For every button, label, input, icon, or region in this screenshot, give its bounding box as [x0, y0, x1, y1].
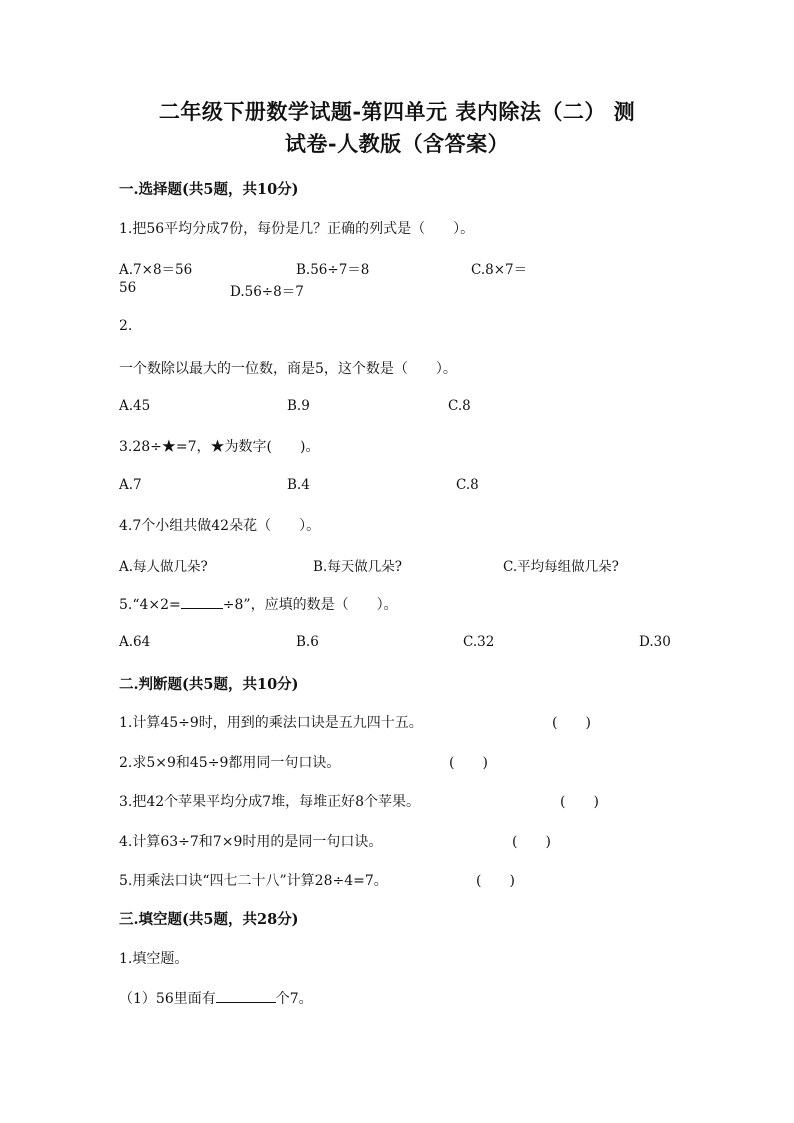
question-5-option-d: D.30: [639, 634, 671, 650]
question-1-option-b: B.56÷7＝8: [296, 262, 370, 278]
section-heading-choice: 一.选择题(共5题，共10分): [119, 181, 299, 198]
judgment-item-2-text: 2.求5×9和45÷9都用同一句口诀。: [119, 755, 341, 771]
question-1-option-a: A.7×8＝56: [119, 262, 193, 278]
fill-question-1-sub-1-after: 个7。: [275, 991, 313, 1007]
question-2-option-a: A.45: [119, 398, 151, 414]
judgment-item-4-text: 4.计算63÷7和7×9时用的是同一句口诀。: [119, 834, 383, 850]
judgment-item-2-answer-paren[interactable]: ( ): [449, 755, 488, 771]
question-4-option-b: B.每天做几朵?: [313, 559, 402, 575]
question-1-option-c: C.8×7＝: [471, 262, 528, 278]
question-3-stem: 3.28÷★=7，★为数字( )。: [119, 439, 320, 455]
question-1-stem: 1.把56平均分成7份，每份是几？正确的列式是（ ）。: [119, 221, 475, 237]
judgment-item-4-answer-paren[interactable]: ( ): [512, 834, 551, 850]
exam-title-line2: 试卷-人教版（含答案）: [284, 131, 510, 156]
question-1-option-d: D.56÷8＝7: [230, 284, 304, 300]
question-1-option-c-continued: 56: [119, 280, 137, 296]
fill-question-1-sub-1: [119, 988, 313, 1008]
question-5-option-b: B.6: [296, 634, 319, 650]
section-heading-fill-in: 三.填空题(共5题，共28分): [119, 911, 299, 928]
question-3-option-a: A.7: [119, 477, 142, 493]
question-3-option-c: C.8: [456, 477, 479, 493]
judgment-item-5-text: 5.用乘法口诀“四七二十八”计算28÷4=7。: [119, 873, 388, 889]
question-4-option-a: A.每人做几朵?: [119, 559, 208, 575]
fill-question-1-sub-1-before: （1）56里面有: [119, 991, 216, 1007]
question-4-option-c: C.平均每组做几朵?: [503, 559, 619, 575]
question-5-option-c: C.32: [463, 634, 495, 650]
exam-title-line1: 二年级下册数学试题-第四单元 表内除法（二） 测: [158, 99, 636, 124]
question-3-option-b: B.4: [287, 477, 310, 493]
question-2-option-b: B.9: [287, 398, 310, 414]
fill-question-1-sub-1-blank[interactable]: [216, 988, 276, 1003]
judgment-item-1-answer-paren[interactable]: ( ): [552, 715, 591, 731]
question-2-number: 2.: [119, 318, 133, 334]
question-5-stem: [119, 594, 398, 614]
judgment-item-3-text: 3.把42个苹果平均分成7堆，每堆正好8个苹果。: [119, 794, 420, 810]
fill-question-1-stem: 1.填空题。: [119, 951, 189, 967]
question-5-stem-after: ÷8”，应填的数是（ ）。: [222, 597, 398, 613]
question-5-stem-before: 5.“4×2=: [119, 597, 181, 613]
question-5-answer-blank[interactable]: [181, 594, 223, 609]
section-heading-judgment: 二.判断题(共5题，共10分): [119, 676, 299, 693]
question-4-stem: 4.7个小组共做42朵花（ ）。: [119, 518, 321, 534]
question-2-option-c: C.8: [448, 398, 471, 414]
question-2-stem: 一个数除以最大的一位数，商是5，这个数是（ ）。: [119, 361, 457, 377]
question-5-option-a: A.64: [119, 634, 151, 650]
judgment-item-5-answer-paren[interactable]: ( ): [476, 873, 515, 889]
judgment-item-3-answer-paren[interactable]: ( ): [560, 794, 599, 810]
judgment-item-1-text: 1.计算45÷9时，用到的乘法口诀是五九四十五。: [119, 715, 423, 731]
